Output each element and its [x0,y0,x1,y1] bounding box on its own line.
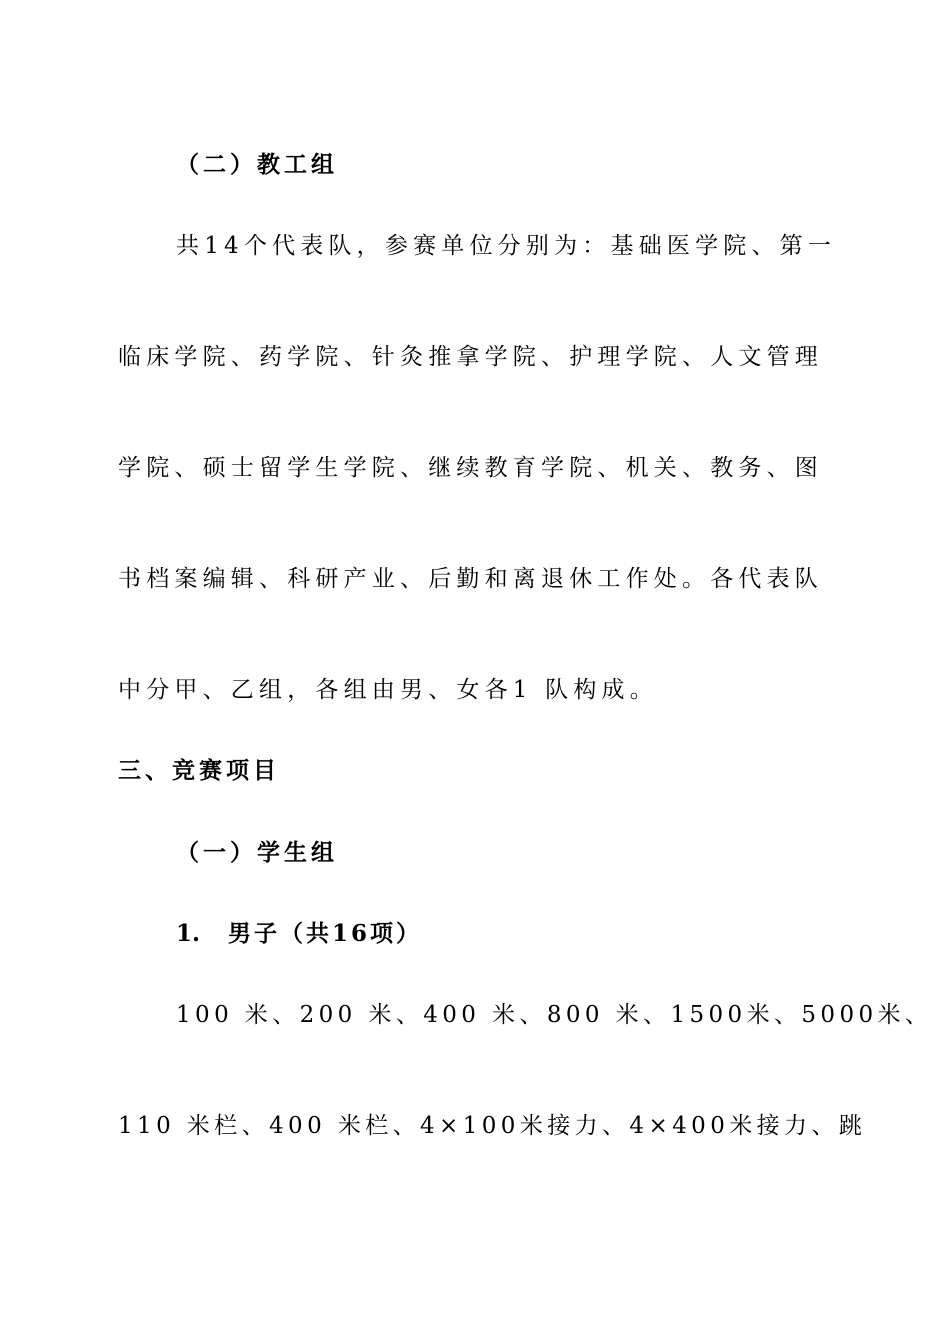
paragraph-line: 临床学院、药学院、针灸推拿学院、护理学院、人文管理 [118,344,823,370]
item-heading-men [176,919,896,949]
heading-student-group: （一）学生组 [176,839,338,866]
paragraph-line: 书档案编辑、科研产业、后勤和离退休工作处。各代表队 [118,566,823,592]
item-title: 男子（共16项） [228,920,423,947]
paragraph-line: 共14个代表队，参赛单位分别为：基础医学院、第一 [176,233,837,259]
events-line: 100 米、200 米、400 米、800 米、1500米、5000米、 [176,1002,933,1028]
events-line: 110 米栏、400 米栏、4×100米接力、4×400米接力、跳 [118,1113,867,1139]
paragraph-line: 中分甲、乙组，各组由男、女各1 队构成。 [118,677,658,703]
paragraph-line: 学院、硕士留学生学院、继续教育学院、机关、教务、图 [118,455,823,481]
section-heading-competition-events: 三、竞赛项目 [118,757,280,784]
item-number: 1. [176,920,201,947]
heading-staff-group: （二）教工组 [176,151,338,178]
